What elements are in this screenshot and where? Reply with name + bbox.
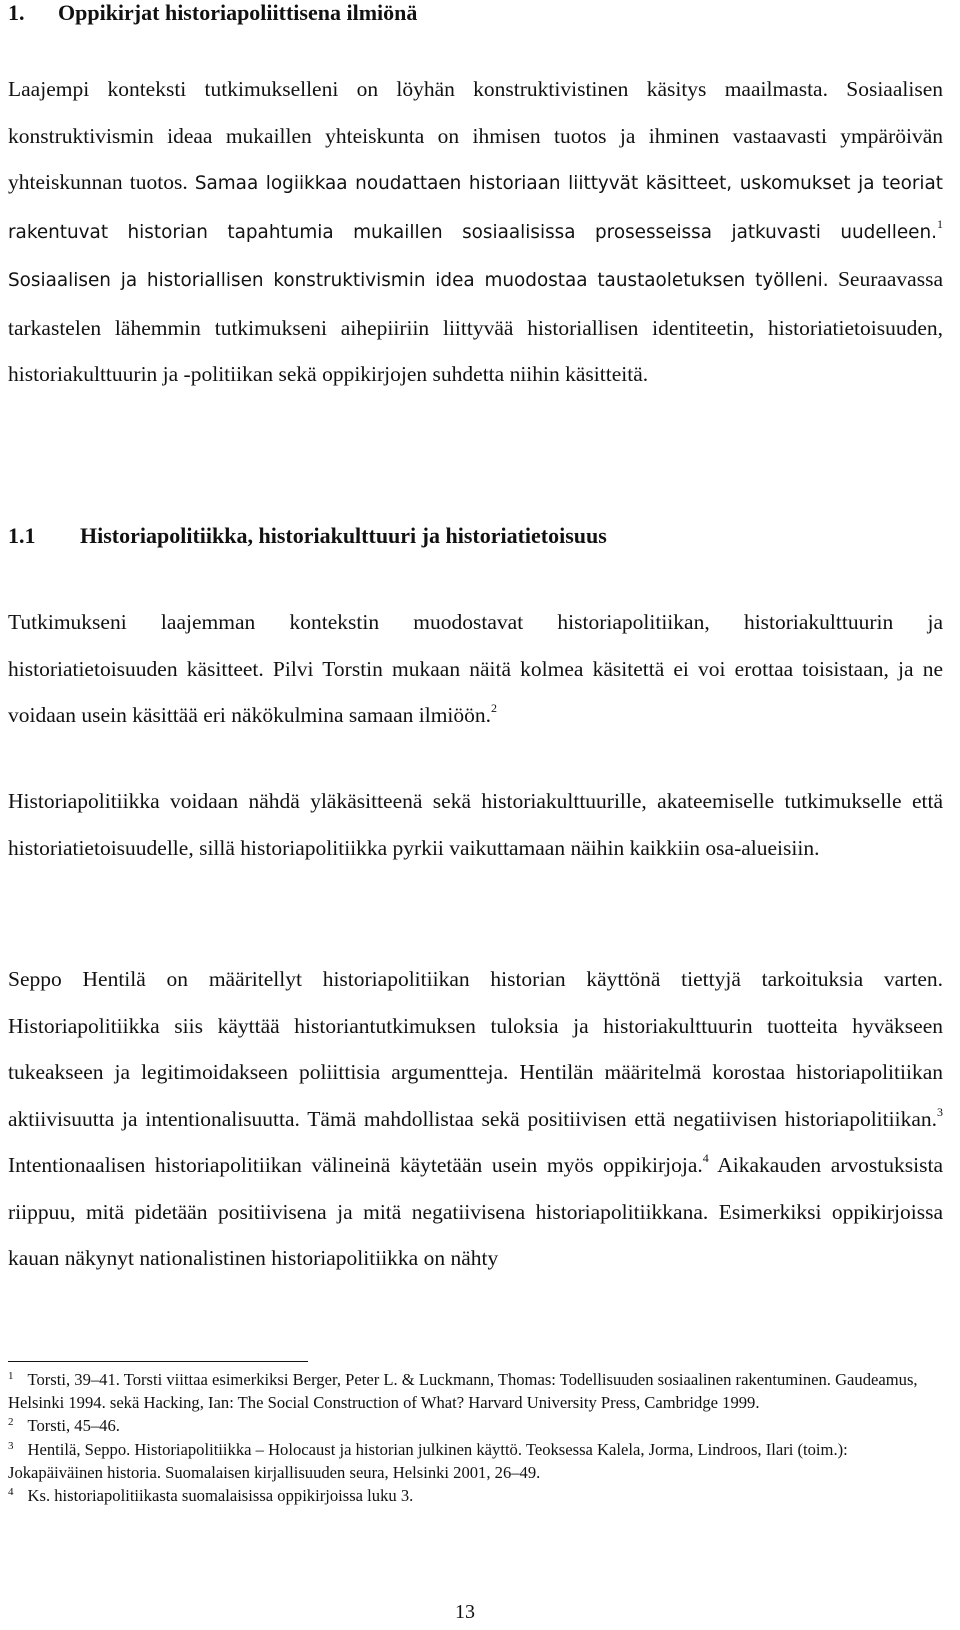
paragraph-historiapolitiikka <box>8 778 943 871</box>
chapter-title: Oppikirjat historiapoliittisena ilmiönä <box>58 0 418 25</box>
paragraph-intro-text-d: Seuraavassa tarkastelen lähemmin tutkimukseni aihepiiriin liittyvää historiallisen identiteetin, historiatietoisuuden, historiakulttuurin ja -politiikan sekä oppikirjojen suhdetta niihin käsitteitä. <box>8 267 944 386</box>
paragraph-intro-text-b: Samaa logiikkaa noudattaen historiaan liittyvät käsitteet, uskomukset ja teoriat rakentuvat historian tapahtumia mukaillen sosiaalisissa prosesseissa jatkuvasti uudelleen. <box>8 173 944 243</box>
paragraph-hentila-text-c: Aikakauden arvostuksista riippuu, mitä pidetään positiivisena ja mitä negatiivisena historiapolitiikkana. Esimerkiksi oppikirjoissa kauan näkynyt nationalistinen historiapolitiikka on nähty <box>8 1153 943 1270</box>
footnote-text: Torsti, 39–41. Torsti viittaa esimerkiksi Berger, Peter L. & Luckmann, Thomas: Todellisuuden sosiaalinen rakentuminen. Gaudeamus, Helsinki 1994. sekä Hacking, Ian: The Social Construction of What? Harvard University Press, Cambridge 1999. <box>8 1370 918 1413</box>
page-number: 13 <box>455 1601 475 1623</box>
footnote-text: Ks. historiapolitiikasta suomalaisissa oppikirjoissa luku 3. <box>27 1486 414 1506</box>
footnote-text: Hentilä, Seppo. Historiapolitiikka – Holocaust ja historian julkinen käyttö. Teoksessa Kalela, Jorma, Lindroos, Ilari (toim.): Jokapäiväinen historia. Suomalaisen kirjallisuuden seura, Helsinki 2001, 26–49. <box>8 1439 848 1482</box>
footnote-ref-1[interactable]: 1 <box>937 216 943 231</box>
footnote-ref-3[interactable]: 3 <box>937 1104 943 1119</box>
footnote-2 <box>8 1414 938 1437</box>
chapter-number: 1. <box>8 0 25 25</box>
footnote-1 <box>8 1368 938 1414</box>
paragraph-concepts-text: Tutkimukseni laajemman kontekstin muodostavat historiapolitiikan, historiakulttuurin ja historiatietoisuuden käsitteet. Pilvi Torstin mukaan näitä kolmea käsitettä ei voi erottaa toisistaan, ja ne voidaan usein käsittää eri näkökulmina samaan ilmiöön. <box>8 610 943 727</box>
footnote-3 <box>8 1438 938 1484</box>
section-title: Historiapolitiikka, historiakulttuuri ja historiatietoisuus <box>80 523 607 548</box>
footnote-text: Torsti, 45–46. <box>27 1416 120 1436</box>
paragraph-hentila <box>8 956 943 1282</box>
paragraph-hentila-text-b: Intentionaalisen historiapolitiikan välineinä käytetään usein myös oppikirjoja. <box>8 1153 703 1177</box>
section-number: 1.1 <box>8 523 36 548</box>
section-heading <box>8 523 948 549</box>
footnote-4 <box>8 1484 938 1507</box>
footnote-ref-2[interactable]: 2 <box>491 701 498 715</box>
footnotes <box>8 1368 938 1507</box>
paragraph-intro-text-c: Sosiaalisen ja historiallisen konstruktivismin idea muodostaa taustaoletuksen työlleni. <box>8 270 829 291</box>
footnote-ref-4[interactable]: 4 <box>702 1151 709 1165</box>
chapter-heading <box>8 0 948 26</box>
footnote-divider <box>8 1361 308 1362</box>
paragraph-hentila-text-a: Seppo Hentilä on määritellyt historiapolitiikan historian käyttönä tiettyjä tarkoituksia varten. Historiapolitiikka siis käyttää historiantutkimuksen tuloksia ja historiakulttuurin tuotteita hyväkseen tukeakseen ja legitimoidakseen poliittisia argumentteja. Hentilän määritelmä korostaa historiapolitiikan aktiivisuutta ja intentionalisuutta. Tämä mahdollistaa sekä positiivisen että negatiivisen historiapolitiikan. <box>8 967 943 1131</box>
footnote-mark: 1 <box>8 1370 14 1382</box>
paragraph-historiapolitiikka-text: Historiapolitiikka voidaan nähdä yläkäsitteenä sekä historiakulttuurille, akateemiselle tutkimukselle että historiatietoisuudelle, sillä historiapolitiikka pyrkii vaikuttamaan näihin kaikkiin osa-alueisiin. <box>8 789 943 860</box>
footnote-mark: 3 <box>8 1439 14 1452</box>
paragraph-intro-text-a: Laajempi konteksti tutkimukselleni on löyhän konstruktivistinen käsitys maailmasta. Sosiaalisen konstruktivismin ideaa mukaillen yhteiskunta on ihmisen tuotos ja ihminen vastaavasti ympäröivän yhteiskunnan tuotos. <box>8 77 943 194</box>
paragraph-concepts <box>8 599 943 739</box>
footnote-mark: 4 <box>8 1486 14 1499</box>
paragraph-intro <box>8 66 943 398</box>
footnote-mark: 2 <box>8 1416 14 1429</box>
